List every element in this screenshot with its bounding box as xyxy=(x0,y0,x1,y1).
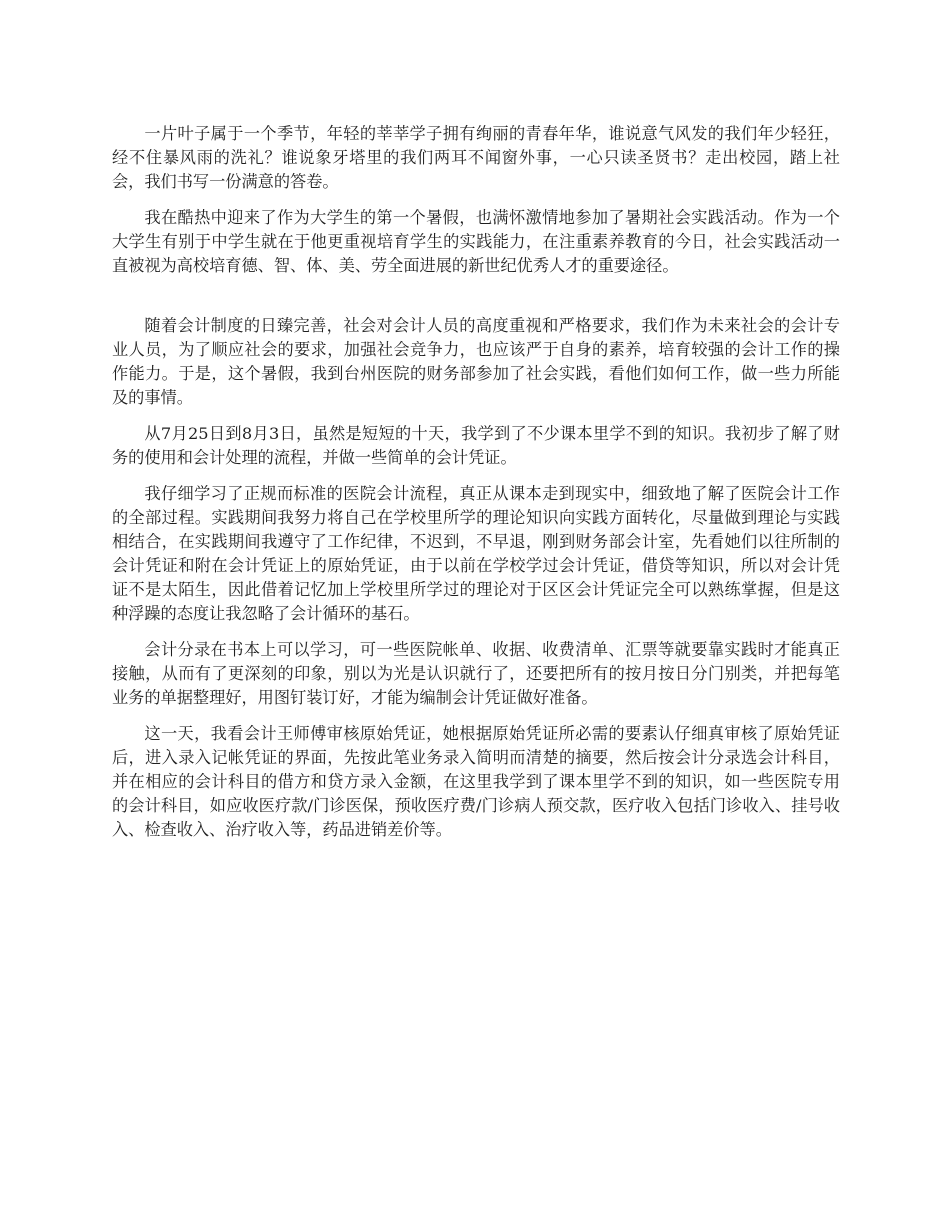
paragraph-intro: 一片叶子属于一个季节，年轻的莘莘学子拥有绚丽的青春年华，谁说意气风发的我们年少轻狂，经不住暴风雨的洗礼？谁说象牙塔里的我们两耳不闻窗外事，一心只读圣贤书？走出校园，踏上社会，我们书写一份满意的答卷。 xyxy=(112,124,840,191)
paragraph-voucher-review: 这一天，我看会计王师傅审核原始凭证，她根据原始凭证所必需的要素认仔细真审核了原始凭证后，进入录入记帐凭证的界面，先按此笔业务录入简明而清楚的摘要，然后按会计分录选会计科目，并在相应的会计科目的借方和贷方录入金额，在这里我学到了课本里学不到的知识，如一些医院专用的会计科目，如应收医疗款/门诊医保，预收医疗费/门诊病人预交款，医疗收入包括门诊收入、挂号收入、检查收入、治疗收入等，药品进销差价等。 xyxy=(112,724,840,839)
paragraph-dates: 从7月25日到8月3日，虽然是短短的十天，我学到了不少课本里学不到的知识。我初步了解了财务的使用和会计处理的流程，并做一些简单的会计凭证。 xyxy=(112,424,840,467)
paragraph-summer-practice: 我在酷热中迎来了作为大学生的第一个暑假，也满怀激情地参加了暑期社会实践活动。作为一个大学生有别于中学生就在于他更重视培育学生的实践能力，在注重素养教育的今日，社会实践活动一直被视为高校培育德、智、体、美、劳全面进展的新世纪优秀人才的重要途径。 xyxy=(112,208,840,275)
document-body xyxy=(112,122,840,854)
paragraph-hospital-process: 我仔细学习了正规而标准的医院会计流程，真正从课本走到现实中，细致地了解了医院会计工作的全部过程。实践期间我努力将自己在学校里所学的理论知识向实践方面转化，尽量做到理论与实践相结合，在实践期间我遵守了工作纪律，不迟到，不早退，刚到财务部会计室，先看她们以往所制的会计凭证和附在会计凭证上的原始凭证，由于以前在学校学过会计凭证，借贷等知识，所以对会计凭证不是太陌生，因此借着记忆加上学校里所学过的理论对于区区会计凭证完全可以熟练掌握，但是这种浮躁的态度让我忽略了会计循环的基石。 xyxy=(112,484,840,623)
paragraph-accounting-system: 随着会计制度的日臻完善，社会对会计人员的高度重视和严格要求，我们作为未来社会的会计专业人员，为了顺应社会的要求，加强社会竞争力，也应该严于自身的素养，培育较强的会计工作的操作能力。于是，这个暑假，我到台州医院的财务部参加了社会实践，看他们如何工作，做一些力所能及的事情。 xyxy=(112,316,840,407)
paragraph-accounting-entries: 会计分录在书本上可以学习，可一些医院帐单、收据、收费清单、汇票等就要靠实践时才能真正接触，从而有了更深刻的印象，别以为光是认识就行了，还要把所有的按月按日分门别类，并把每笔业务的单据整理好，用图钉装订好，才能为编制会计凭证做好准备。 xyxy=(112,640,840,707)
